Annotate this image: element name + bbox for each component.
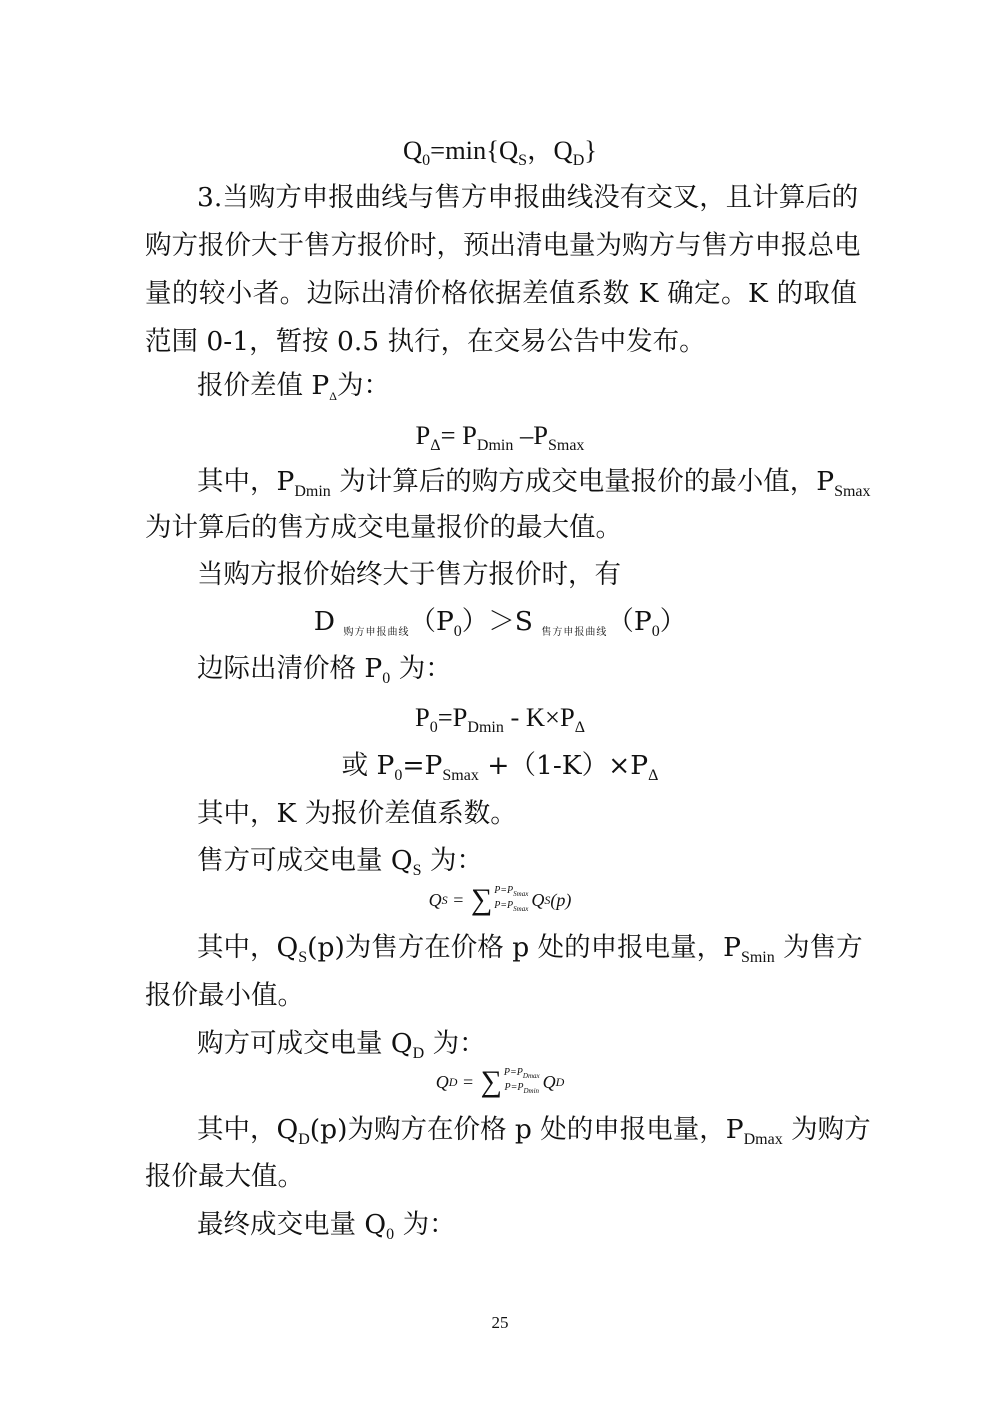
para3-line3: 量的较小者。边际出清价格依据差值系数 K 确定。K 的取值	[145, 278, 857, 309]
where-qs-line1: 其中，$Q_S(p)$为售方在价格 p 处的申报电量，$P_{Smin}$ 为售方	[197, 932, 863, 966]
formula-p0-a: $P_0=P_{Dmin} - K\times P_\Delta$	[414, 702, 586, 736]
when-line: 当购方报价始终大于售方报价时，有	[197, 559, 621, 590]
para3-line4: 范围 0-1，暂按 0.5 执行，在交易公告中发布。	[145, 326, 706, 357]
formula-q0-min: $Q_0=\min\{Q_S$，$Q_D$}	[402, 135, 597, 169]
delta-label: 报价差值 $P_\Delta$为：	[197, 370, 390, 403]
formula-qs-sum: Q S = ∑ $P=P_{Smax}$ $P=P_{Smax}$ Q S (p)	[428, 883, 572, 916]
qs-label: 售方可成交电量 $Q_S$ 为：	[197, 845, 483, 879]
where-qs-line2: 报价最小值。	[145, 980, 304, 1011]
formula-qd-sum: Q D = ∑ $P=P_{Dmax}$ $P=P_{Dmin}$ Q D	[435, 1065, 565, 1098]
formula-inequality: D 购方申报曲线$(P_0)>S$ 售方申报曲线$(P_0)$	[313, 606, 687, 640]
formula-p0-b: 或 $P_0=P_{Smax} +(1-K)\times P_\Delta$	[341, 750, 659, 784]
where-qd-line1: 其中，$Q_D(p)$为购方在价格 p 处的申报电量，$P_{Dmax}$ 为购方	[197, 1114, 871, 1148]
para3-line1: 3.当购方申报曲线与售方申报曲线没有交叉，且计算后的	[197, 182, 859, 213]
qd-label: 购方可成交电量 $Q_D$ 为：	[197, 1028, 486, 1062]
p0-label: 边际出清价格 $P_0$ 为：	[197, 653, 452, 687]
where1-line1: 其中，$P_{Dmin}$ 为计算后的购方成交电量报价的最小值，$P_{Smax}$	[197, 466, 871, 500]
page-number: 25	[491, 1313, 509, 1332]
final-label: 最终成交电量 $Q_0$ 为：	[197, 1209, 456, 1243]
where1-line2: 为计算后的售方成交电量报价的最大值。	[145, 512, 622, 543]
formula-p-delta: $P_\Delta= P_{Dmin}$ $-P_{Smax}$	[415, 420, 585, 454]
para3-line2: 购方报价大于售方报价时，预出清电量为购方与售方申报总电	[145, 230, 861, 261]
k-note: 其中，K 为报价差值系数。	[197, 798, 517, 829]
where-qd-line2: 报价最大值。	[145, 1161, 304, 1192]
